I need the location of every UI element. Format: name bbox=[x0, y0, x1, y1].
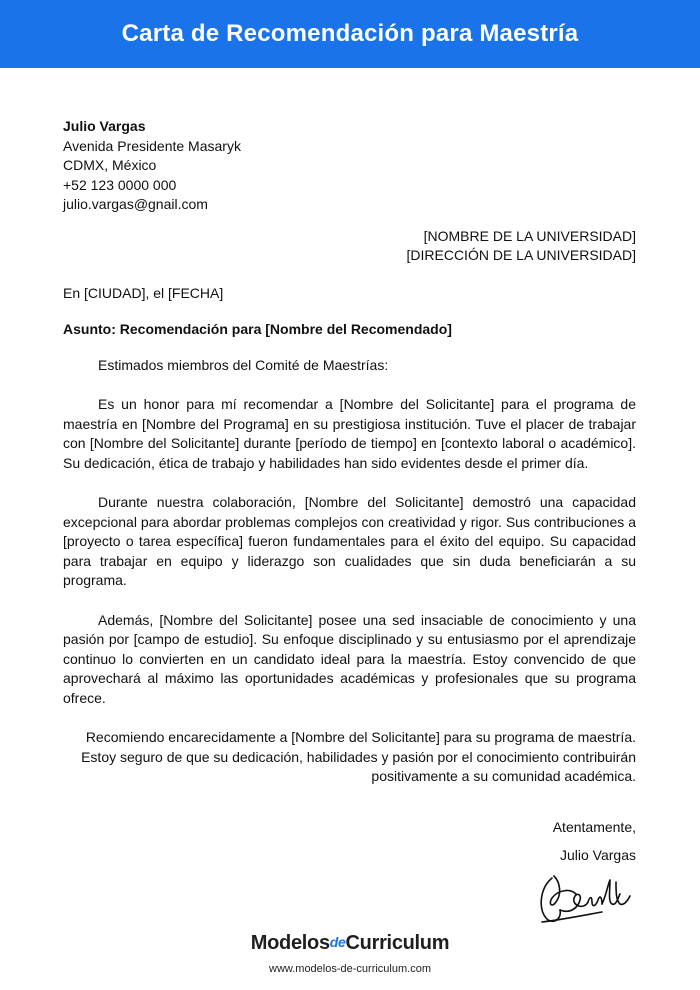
recipient-name: [NOMBRE DE LA UNIVERSIDAD] bbox=[423, 227, 636, 244]
brand-logo-left: Modelos bbox=[250, 932, 330, 954]
sender-block bbox=[63, 117, 636, 215]
sender-phone: +52 123 0000 000 bbox=[63, 176, 177, 193]
sender-city: CDMX, México bbox=[63, 157, 157, 173]
paragraph-1: Es un honor para mí recomendar a [Nombre del Solicitante] para el programa de maestría en [Nombre del Programa] en su prestigiosa institución. Tuve el placer de trabajar con [Nombre del Solicitante] durante [período de tiempo] en [contexto laboral o académico]. Su dedicación, ética de trabajo y habilidades han sido evidentes desde el primer día. bbox=[63, 396, 636, 471]
sender-email: julio.vargas@gnail.com bbox=[63, 196, 208, 212]
greeting: Estimados miembros del Comité de Maestrías: bbox=[98, 356, 389, 373]
sender-address: Avenida Presidente Masaryk bbox=[63, 137, 241, 154]
brand-logo bbox=[0, 932, 700, 955]
recipient-block bbox=[63, 227, 636, 266]
signature-icon bbox=[530, 870, 640, 930]
brand-logo-de: de bbox=[329, 934, 346, 950]
paragraph-3: Además, [Nombre del Solicitante] posee una sed insaciable de conocimiento y una pasión por [campo de estudio]. Su enfoque disciplinado y su entusiasmo por el aprendizaje continuo lo convierten en un candidato ideal para la maestría. Estoy convencido de que aprovechará al máximo las oportunidades académicas y profesionales que su programa ofrece. bbox=[63, 611, 636, 706]
brand-logo-right: Curriculum bbox=[345, 932, 450, 954]
signer-name: Julio Vargas bbox=[559, 847, 636, 863]
page-title: Carta de Recomendación para Maestría bbox=[121, 20, 579, 47]
title-banner bbox=[0, 0, 700, 68]
recipient-address: [DIRECCIÓN DE LA UNIVERSIDAD] bbox=[406, 247, 636, 263]
date-line: En [CIUDAD], el [FECHA] bbox=[63, 284, 224, 301]
website-url: www.modelos-de-curriculum.com bbox=[269, 963, 431, 975]
paragraph-4: Recomiendo encarecidamente a [Nombre del Solicitante] para su programa de maestría. Estoy seguro de que su dedicación, habilidades y pasión por el conocimiento contribuirán positivamente a su comunidad académica. bbox=[81, 729, 636, 784]
letter-body bbox=[63, 117, 636, 866]
closing: Atentamente, bbox=[552, 818, 636, 835]
subject-line: Asunto: Recomendación para [Nombre del Recomendado] bbox=[63, 321, 452, 337]
paragraph-2: Durante nuestra colaboración, [Nombre del Solicitante] demostró una capacidad excepcional para abordar problemas complejos con creatividad y rigor. Sus contribuciones a [proyecto o tarea específica] fueron fundamentales para el éxito del equipo. Su capacidad para trabajar en equipo y liderazgo son cualidades que sin duda beneficiarán a su programa. bbox=[63, 494, 636, 588]
sender-name: Julio Vargas bbox=[63, 118, 146, 134]
